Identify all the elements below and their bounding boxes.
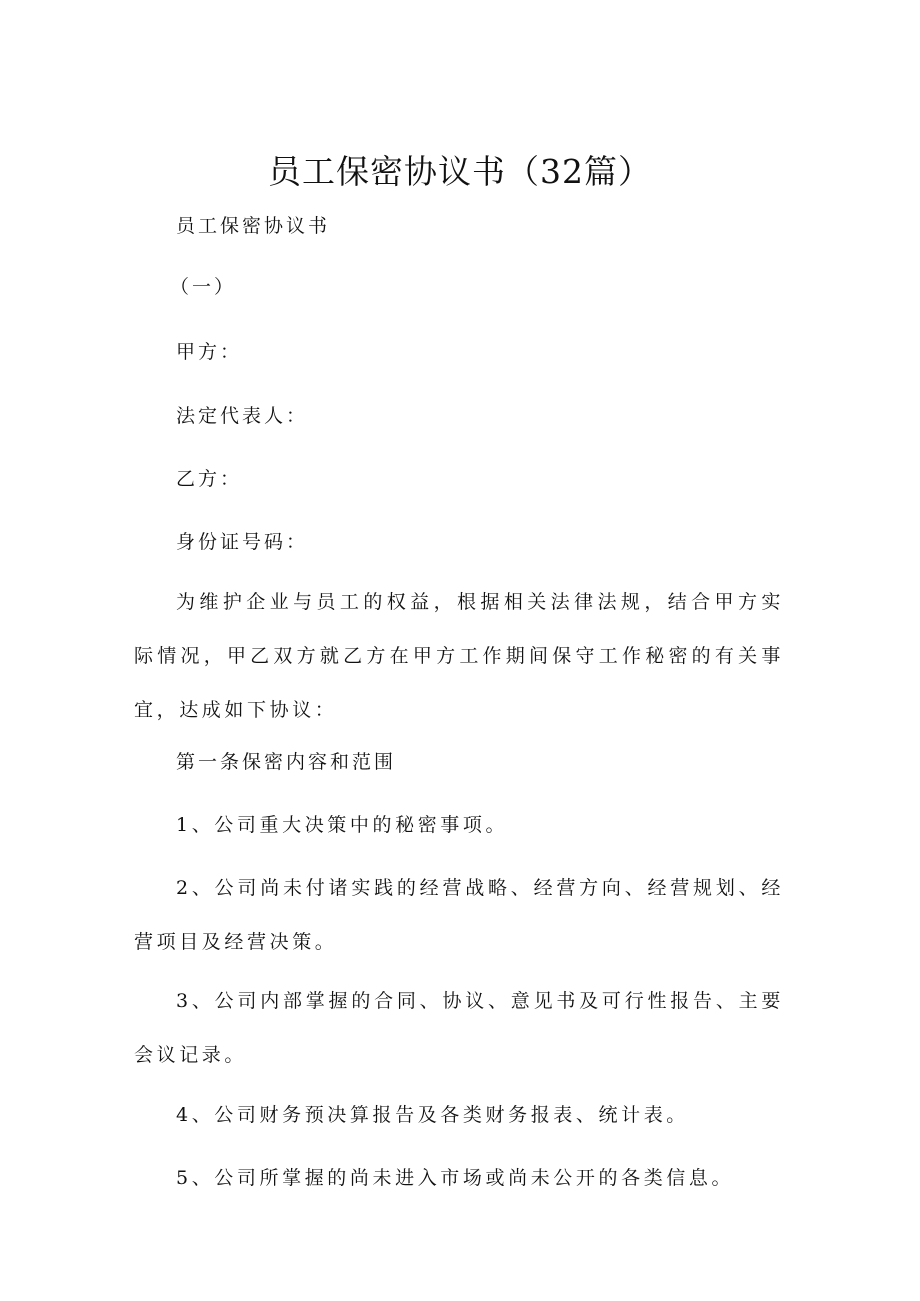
section-mark: （一）: [170, 276, 237, 298]
list-item: 3、公司内部掌握的合同、协议、意见书及可行性报告、主要会议记录。: [134, 990, 784, 1066]
list-item: 4、公司财务预决算报告及各类财务报表、统计表。: [176, 1104, 689, 1126]
list-item: 5、公司所掌握的尚未进入市场或尚未公开的各类信息。: [176, 1167, 735, 1189]
party-b-label: 乙方：: [176, 468, 243, 490]
party-a-label: 甲方：: [176, 341, 243, 363]
preamble-paragraph: 为维护企业与员工的权益，根据相关法律法规，结合甲方实际情况，甲乙双方就乙方在甲方工作期间保守工作秘密的有关事宜，达成如下协议：: [134, 591, 784, 721]
list-item: 1、公司重大决策中的秘密事项。: [176, 814, 509, 836]
document-title: 员工保密协议书（32篇）: [268, 152, 652, 191]
document-subtitle: 员工保密协议书: [176, 215, 331, 237]
list-item: 2、公司尚未付诸实践的经营战略、经营方向、经营规划、经营项目及经营决策。: [134, 877, 784, 953]
legal-representative-label: 法定代表人：: [176, 405, 309, 427]
article-1-heading: 第一条保密内容和范围: [176, 751, 397, 773]
id-number-label: 身份证号码：: [176, 531, 309, 553]
